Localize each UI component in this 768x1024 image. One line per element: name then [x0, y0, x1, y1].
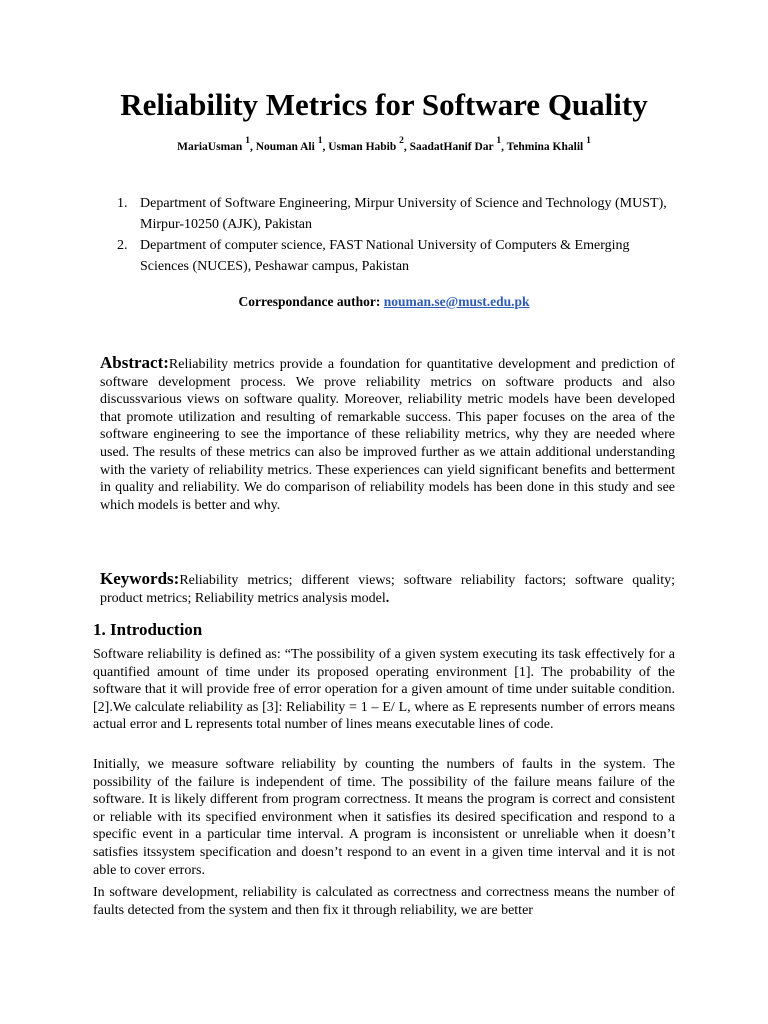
affiliation-list [117, 193, 677, 277]
abstract [100, 354, 675, 514]
keywords: Keywords:Reliability metrics; different views; software reliability factors; software quality; product metrics; Reliability metrics analysis model. [100, 569, 675, 606]
author: Nouman Ali $^1$, [255, 136, 329, 153]
keywords-text: Reliability metrics; different views; software reliability factors; software quality; product metrics; Reliability metrics analysis model [100, 573, 675, 606]
correspondence-label: Correspondance author: [238, 294, 384, 309]
abstract-label: Abstract: [100, 353, 169, 372]
body-paragraph: Initially, we measure software reliability by counting the numbers of faults in the system. The possibility of the failure is independent of time. The possibility of the failure means failure of the software. It is likely different from program correctness. It means the program is correct and consistent or reliable with its specified environment when it satisfies its desired specification and respond to a specific event in a particular time interval. A program is inconsistent or unreliable when it doesn’t satisfies itssystem specification and doesn’t respond to an event in a given time interval and it is not able to cover errors. [93, 757, 675, 878]
affiliation-item: 2. Department of computer science, FAST National University of Computers & Emerging Sciences (NUCES), Peshawar campus, Pakistan [117, 238, 630, 274]
author: SaadatHanif Dar $^1$, [409, 136, 507, 153]
affiliation-item: 1. Department of Software Engineering, Mirpur University of Science and Technology (MUST), Mirpur-10250 (AJK), Pakistan [117, 196, 667, 232]
author-list [0, 138, 768, 156]
paper-title: Reliability Metrics for Software Quality [120, 87, 648, 122]
correspondence-email-link[interactable]: nouman.se@must.edu.pk [383, 294, 530, 309]
abstract-text: Reliability metrics provide a foundation for quantitative development and prediction of software development process. We prove reliability metrics on software products and also discussvarious views on software quality. Moreover, reliability metric models have been developed that promote utilization and resulting of remarkable success. This paper focuses on the area of the software engineering to see the importance of these reliability metrics, why they are needed where used. The results of these metrics can also be improved further as we attain additional understanding with the variety of reliability metrics. These experiences can yield significant benefits and betterment in quality and reliability. We do comparison of reliability models has been done in this study and see which models is better and why. [100, 357, 675, 513]
author: MariaUsman $^1$, [177, 136, 256, 153]
body-paragraph: In software development, reliability is calculated as correctness and correctness means the number of faults detected from the system and then fix it through reliability, we are better [93, 885, 675, 918]
author: Tehmina Khalil $^1$ [506, 136, 591, 153]
correspondence-line [0, 292, 768, 312]
body-paragraph: Software reliability is defined as: “The possibility of a given system executing its task effectively for a quantified amount of time under its proposed operating environment [1]. The probability of the software that it will provide free of error operation for a given amount of time under suitable condition. [2].We calculate reliability as [3]: Reliability = 1 – E/ L, where as E represents number of errors means actual error and L represents total number of lines means executable lines of code. [93, 647, 675, 733]
keywords-label: Keywords: [100, 569, 180, 588]
section-heading: 1. Introduction [93, 620, 203, 639]
author: Usman Habib $^2$, [328, 136, 410, 153]
